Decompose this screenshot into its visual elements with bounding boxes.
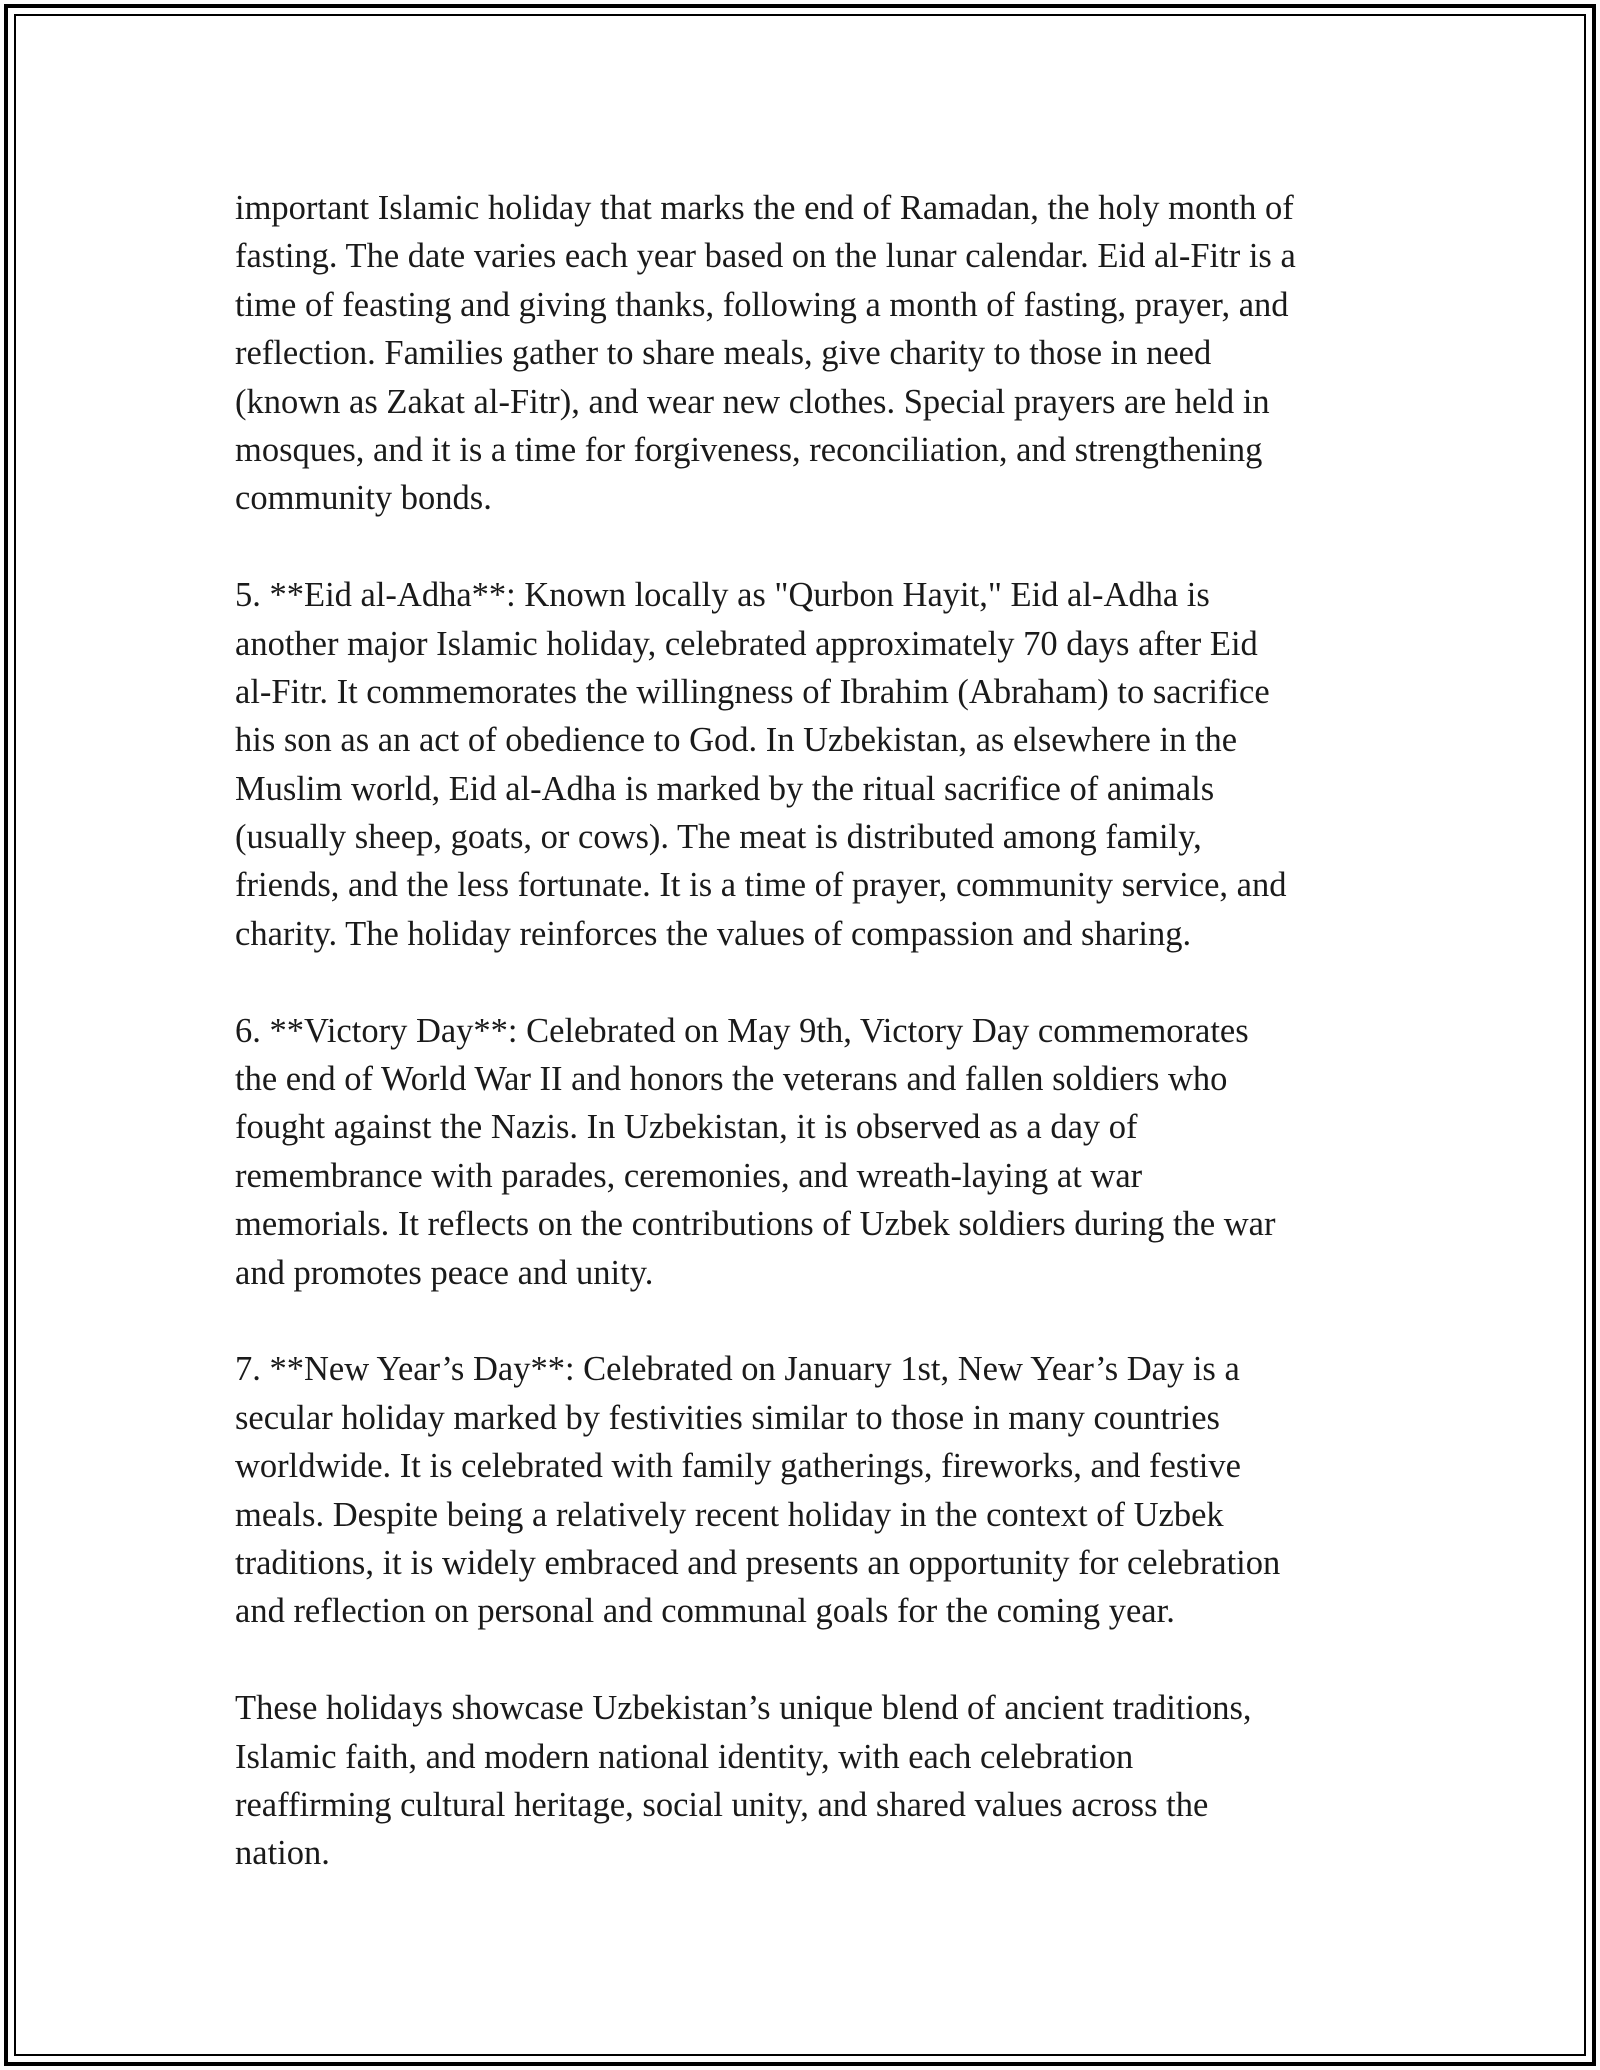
text-line: traditions, it is widely embraced and presents an opportunity for celebration (235, 1543, 1281, 1582)
text-line: These holidays showcase Uzbekistan’s unique blend of ancient traditions, (235, 1689, 1252, 1728)
text-line: the end of World War II and honors the veterans and fallen soldiers who (235, 1060, 1228, 1099)
text-line: memorials. It reflects on the contributions of Uzbek soldiers during the war (235, 1205, 1276, 1244)
text-line: reaffirming cultural heritage, social unity, and shared values across the (235, 1785, 1209, 1824)
text-line: his son as an act of obedience to God. In Uzbekistan, as elsewhere in the (235, 721, 1238, 760)
text-line: (usually sheep, goats, or cows). The meat is distributed among family, (235, 818, 1202, 857)
text-line: remembrance with parades, ceremonies, and wreath-laying at war (235, 1156, 1143, 1195)
paragraph-new-years-day (235, 1345, 1415, 1635)
text-line: mosques, and it is a time for forgiveness, reconciliation, and strengthening (235, 430, 1263, 469)
document-body (235, 184, 1415, 1878)
text-line: fought against the Nazis. In Uzbekistan, it is observed as a day of (235, 1108, 1138, 1147)
text-line: community bonds. (235, 479, 492, 518)
text-line: charity. The holiday reinforces the values of compassion and sharing. (235, 914, 1192, 953)
paragraph-eid-al-adha (235, 571, 1415, 958)
text-line: (known as Zakat al-Fitr), and wear new clothes. Special prayers are held in (235, 382, 1270, 421)
text-line: reflection. Families gather to share meals, give charity to those in need (235, 334, 1212, 373)
text-line: fasting. The date varies each year based on the lunar calendar. Eid al-Fitr is a (235, 237, 1296, 276)
text-line: worldwide. It is celebrated with family gatherings, fireworks, and festive (235, 1447, 1241, 1486)
text-line: and reflection on personal and communal goals for the coming year. (235, 1592, 1175, 1631)
paragraph-eid-al-fitr-continued (235, 184, 1415, 523)
text-line: Islamic faith, and modern national identity, with each celebration (235, 1737, 1134, 1776)
text-line: and promotes peace and unity. (235, 1253, 654, 1292)
text-line: nation. (235, 1834, 330, 1873)
text-line: important Islamic holiday that marks the end of Ramadan, the holy month of (235, 189, 1294, 227)
text-line: secular holiday marked by festivities similar to those in many countries (235, 1398, 1220, 1437)
text-line: time of feasting and giving thanks, following a month of fasting, prayer, and (235, 285, 1289, 324)
text-line: 6. **Victory Day**: Celebrated on May 9th, Victory Day commemorates (235, 1011, 1249, 1050)
text-line: friends, and the less fortunate. It is a time of prayer, community service, and (235, 866, 1287, 905)
text-line: Muslim world, Eid al-Adha is marked by the ritual sacrifice of animals (235, 769, 1215, 808)
text-line: another major Islamic holiday, celebrated approximately 70 days after Eid (235, 624, 1258, 663)
text-line: meals. Despite being a relatively recent holiday in the context of Uzbek (235, 1495, 1224, 1534)
paragraph-conclusion (235, 1684, 1415, 1878)
text-line: 5. **Eid al-Adha**: Known locally as "Qurbon Hayit," Eid al-Adha is (235, 576, 1210, 615)
text-line: 7. **New Year’s Day**: Celebrated on January 1st, New Year’s Day is a (235, 1350, 1240, 1389)
paragraph-victory-day (235, 1007, 1415, 1297)
text-line: al-Fitr. It commemorates the willingness of Ibrahim (Abraham) to sacrifice (235, 672, 1270, 711)
